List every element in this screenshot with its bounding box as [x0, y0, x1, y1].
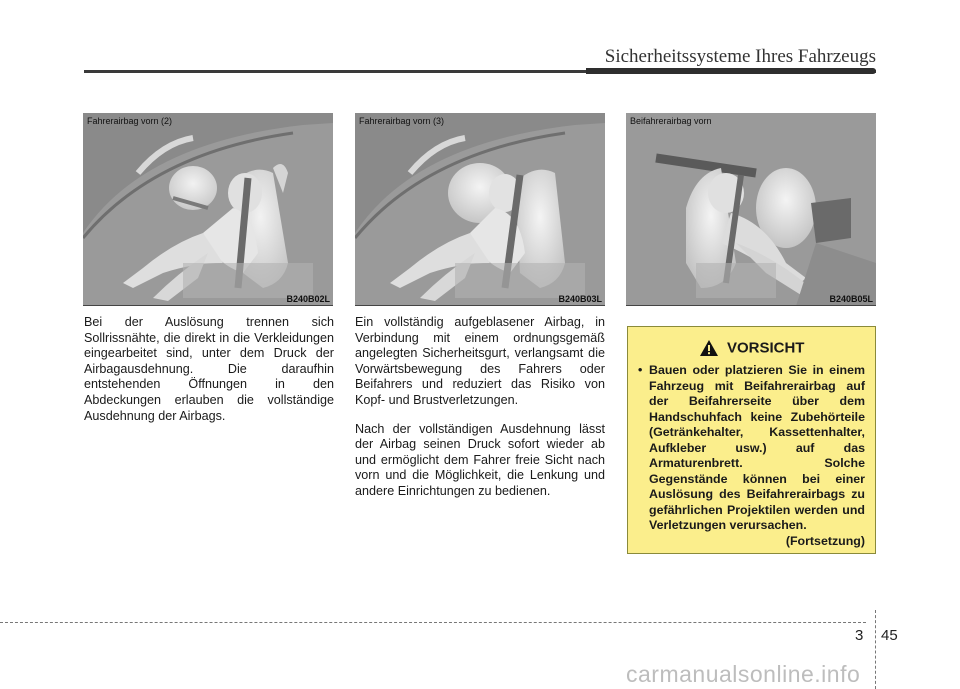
figure-rule [355, 305, 605, 306]
page-number: 45 [881, 627, 898, 644]
column-2-text [355, 315, 605, 513]
figure-label: Fahrerairbag vorn (2) [87, 116, 173, 126]
figure-label: Beifahrerairbag vorn [630, 116, 712, 126]
column-1-text [84, 315, 334, 437]
figure-code: B240B03L [558, 294, 602, 304]
caution-text: Bauen oder platzieren Sie in einem Fahrzeug mit Beifahrerairbag auf der Beifahrerseite über dem Handschuhfach keine Zubehörteile (Getränkehalter, Kassettenhalter, Aufkleber usw.) auf das Armaturenbrett. Solche Gegenstände können bei einer Auslösung des Beifahrerairbags zu gefährlichen Projektilen werden und Verletzungen verursachen. [649, 363, 865, 532]
footer-divider [875, 610, 876, 689]
figure-code: B240B05L [829, 294, 873, 304]
figure-rule [83, 305, 333, 306]
figure-rule [626, 305, 876, 306]
bullet: • [638, 363, 643, 377]
footer-rule [0, 622, 866, 623]
caution-body [638, 363, 865, 549]
paragraph: Ein vollständig aufgeblasener Airbag, in Verbindung mit einem ordnungsgemäß angelegten Sicherheitsgurt, verlangsamt die Vorwärtsbewegung des Fahrers oder Beifahrers und reduziert das Risiko von Kopf- und Brustverletzungen. [355, 315, 605, 407]
figure-driver-airbag-2 [83, 113, 333, 306]
paragraph: Nach der vollständigen Ausdehnung lässt der Airbag seinen Druck sofort wieder ab und ermöglicht dem Fahrer freie Sicht nach vorn und die Möglichkeit, die Lenkung und andere Einrichtungen zu bedienen. [355, 421, 605, 498]
caution-box [627, 326, 876, 554]
warning-triangle-icon [699, 339, 719, 357]
watermark: carmanualsonline.info [626, 661, 861, 687]
figure-label: Fahrerairbag vorn (3) [359, 116, 445, 126]
header-rule-accent [586, 68, 876, 74]
driver-airbag-inflated-illustration [355, 113, 605, 306]
figure-driver-airbag-3 [355, 113, 605, 306]
paragraph: Bei der Auslösung trennen sich Sollrissnähte, die direkt in die Verkleidungen eingearbeitet sind, unter dem Druck der Airbagausdehnung. Die daraufhin entstehenden Öffnungen in den Abdeckungen erlauben die vollständige Ausdehnung der Airbags. [84, 315, 334, 423]
caution-list-item [638, 363, 865, 534]
continued-note: (Fortsetzung) [785, 533, 865, 548]
caution-header [628, 339, 875, 359]
passenger-airbag-illustration [626, 113, 876, 306]
figure-code: B240B02L [286, 294, 330, 304]
section-title: Sicherheitssysteme Ihres Fahrzeugs [604, 46, 876, 67]
figure-passenger-airbag [626, 113, 876, 306]
caution-title: VORSICHT [726, 339, 805, 357]
driver-airbag-illustration [83, 113, 333, 306]
chapter-number: 3 [855, 627, 864, 644]
